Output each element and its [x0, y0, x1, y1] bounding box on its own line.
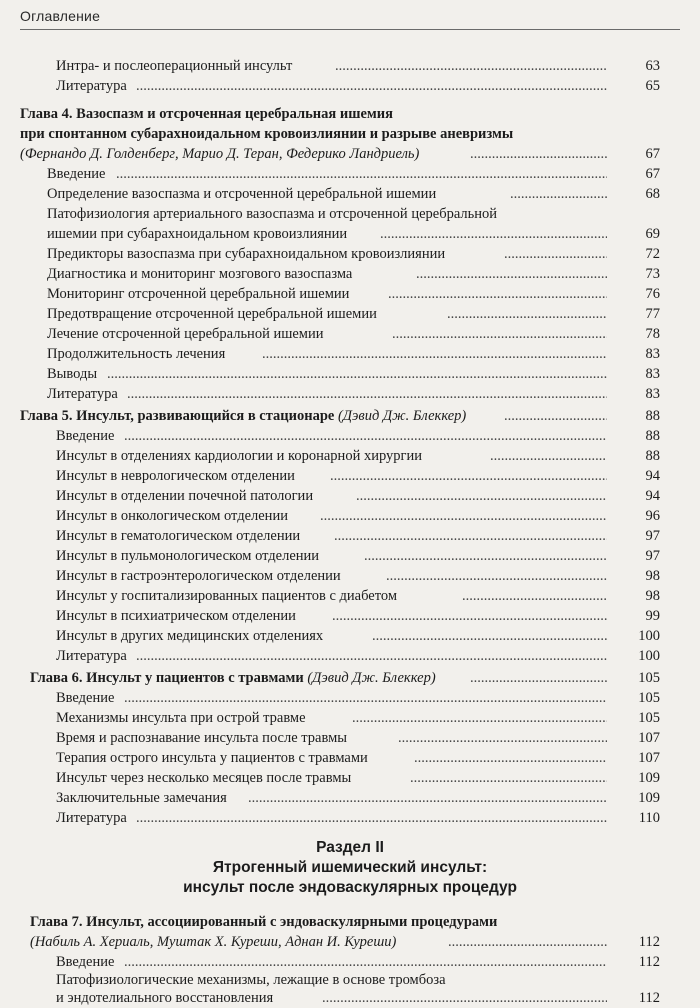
dot-leader [392, 324, 607, 344]
toc-entry-page: 88 [645, 448, 660, 464]
toc-entry-text: Лечение отсроченной церебральной ишемии [47, 326, 324, 342]
toc-entry-text: Инсульт в гематологическом отделении [56, 528, 301, 544]
toc-entry[interactable] [0, 426, 700, 446]
toc-entry-page: 73 [645, 266, 660, 282]
toc-entry-text: Инсульт в гастроэнтерологическом отделении [56, 568, 341, 584]
toc-entry-text: Инсульт через несколько месяцев после травмы [56, 770, 352, 786]
chapter-title-line[interactable] [0, 912, 700, 932]
toc-entry-text: Патофизиология артериального вазоспазма и отсроченной церебральной [47, 206, 498, 222]
toc-entry[interactable] [0, 204, 700, 224]
section-subtitle: инсульт после эндоваскулярных процедур [183, 879, 517, 896]
dot-leader [322, 988, 607, 1008]
toc-entry-text: Литература [47, 386, 118, 402]
toc-entry-text: Инсульт в пульмонологическом отделении [56, 548, 320, 564]
toc-entry[interactable] [0, 76, 700, 96]
toc-entry[interactable] [0, 728, 700, 748]
toc-entry-page: 65 [645, 78, 660, 94]
toc-entry-page: 97 [645, 548, 660, 564]
toc-entry[interactable] [0, 486, 700, 506]
toc-entry-page: 83 [645, 366, 660, 382]
toc-entry-text: Терапия острого инсульта у пациентов с травмами [56, 750, 368, 766]
toc-entry[interactable] [0, 526, 700, 546]
chapter-title: Глава 7. Инсульт, ассоциированный с эндоваскулярными процедурами [30, 914, 498, 930]
dot-leader [470, 668, 607, 688]
toc-entry-page: 100 [638, 648, 660, 664]
chapter-title-line[interactable] [0, 104, 700, 124]
toc-entry-page: 112 [638, 954, 660, 970]
toc-entry[interactable] [0, 768, 700, 788]
toc-entry-page: 99 [645, 608, 660, 624]
section-label: Раздел II [316, 839, 384, 856]
dot-leader [398, 728, 607, 748]
chapter-title-line[interactable] [0, 406, 700, 426]
chapter-title-line[interactable] [0, 668, 700, 688]
toc-entry-page: 107 [638, 750, 660, 766]
chapter-authors: (Дэвид Дж. Блеккер) [307, 670, 436, 686]
dot-leader [490, 446, 607, 466]
toc-entry[interactable] [0, 952, 700, 972]
dot-leader [462, 586, 607, 606]
toc-entry-page: 67 [645, 146, 660, 162]
dot-leader [262, 344, 607, 364]
toc-entry-text: Инсульт у госпитализированных пациентов с диабетом [56, 588, 397, 604]
toc-entry-text: Мониторинг отсроченной церебральной ишемии [47, 286, 350, 302]
toc-entry-page: 88 [645, 428, 660, 444]
dot-leader [504, 244, 607, 264]
toc-entry[interactable] [0, 808, 700, 828]
toc-entry[interactable] [0, 748, 700, 768]
toc-entry-continued[interactable] [0, 224, 700, 244]
toc-entry-text: Литература [56, 810, 127, 826]
toc-entry-text: Инсульт в онкологическом отделении [56, 508, 288, 524]
toc-entry-page: 68 [645, 186, 660, 202]
dot-leader [332, 606, 607, 626]
toc-entry[interactable] [0, 244, 700, 264]
dot-leader [116, 164, 607, 184]
dot-leader [386, 566, 607, 586]
dot-leader [414, 748, 607, 768]
toc-entry-text: Введение [47, 166, 106, 182]
dot-leader [334, 526, 607, 546]
toc-entry-text: и эндотелиального восстановления [56, 990, 274, 1006]
toc-entry[interactable] [0, 788, 700, 808]
chapter-title-line[interactable] [0, 124, 700, 144]
toc-entry[interactable] [0, 324, 700, 344]
dot-leader [136, 76, 607, 96]
header-title: Оглавление [20, 8, 101, 24]
toc-entry[interactable] [0, 626, 700, 646]
dot-leader [416, 264, 607, 284]
toc-entry[interactable] [0, 688, 700, 708]
toc-entry-page: 72 [645, 246, 660, 262]
toc-entry-text: Введение [56, 690, 115, 706]
toc-entry[interactable] [0, 566, 700, 586]
toc-entry[interactable] [0, 546, 700, 566]
toc-entry-page: 96 [645, 508, 660, 524]
chapter-title-continued: при спонтанном субарахноидальном кровоизлиянии и разрыве аневризмы [20, 126, 514, 142]
dot-leader [136, 646, 607, 666]
toc-entry-page: 105 [638, 710, 660, 726]
toc-entry-page: 109 [638, 790, 660, 806]
toc-entry-text: Патофизиологические механизмы, лежащие в основе тромбоза [56, 972, 446, 988]
dot-leader [352, 708, 607, 728]
toc-entry[interactable] [0, 284, 700, 304]
toc-entry[interactable] [0, 264, 700, 284]
toc-entry-text: Предотвращение отсроченной церебральной ишемии [47, 306, 377, 322]
dot-leader [470, 144, 607, 164]
toc-entry-page: 94 [645, 468, 660, 484]
dot-leader [248, 788, 607, 808]
dot-leader [335, 56, 607, 76]
toc-entry-page: 69 [645, 226, 660, 242]
toc-entry-page: 83 [645, 346, 660, 362]
toc-entry[interactable] [0, 646, 700, 666]
toc-entry-text: Инсульт в неврологическом отделении [56, 468, 295, 484]
toc-entry-text: Определение вазоспазма и отсроченной церебральной ишемии [47, 186, 437, 202]
dot-leader [448, 932, 607, 952]
chapter-authors-line[interactable] [0, 144, 700, 164]
toc-entry-page: 94 [645, 488, 660, 504]
toc-entry-text: Введение [56, 954, 115, 970]
dot-leader [356, 486, 607, 506]
toc-entry-text: Инсульт в отделениях кардиологии и коронарной хирургии [56, 448, 422, 464]
toc-entry-page: 97 [645, 528, 660, 544]
toc-entry[interactable] [0, 466, 700, 486]
toc-entry-page: 78 [645, 326, 660, 342]
section-title: Ятрогенный ишемический инсульт: [212, 859, 488, 876]
toc-entry-text: Инсульт в психиатрическом отделении [56, 608, 296, 624]
dot-leader [364, 546, 607, 566]
toc-entry-page: 98 [645, 568, 660, 584]
toc-entry[interactable] [0, 184, 700, 204]
toc-entry-text: Механизмы инсульта при острой травме [56, 710, 306, 726]
chapter-title: Глава 6. Инсульт у пациентов с травмами [30, 670, 304, 686]
dot-leader [380, 224, 607, 244]
toc-entry[interactable] [0, 164, 700, 184]
toc-entry[interactable] [0, 446, 700, 466]
dot-leader [320, 506, 607, 526]
dot-leader [124, 426, 607, 446]
toc-entry[interactable] [0, 586, 700, 606]
toc-entry-continued[interactable] [0, 988, 700, 1008]
toc-entry-text: Выводы [47, 366, 98, 382]
dot-leader [510, 184, 607, 204]
dot-leader [447, 304, 607, 324]
toc-entry-text: Введение [56, 428, 115, 444]
toc-entry[interactable] [0, 304, 700, 324]
toc-entry-text: Продолжительность лечения [47, 346, 226, 362]
toc-entry-page: 98 [645, 588, 660, 604]
toc-entry-page: 105 [638, 670, 660, 686]
dot-leader [410, 768, 607, 788]
toc-entry-text: ишемии при субарахноидальном кровоизлиянии [47, 226, 348, 242]
toc-entry[interactable] [0, 56, 700, 76]
toc-entry-page: 112 [638, 990, 660, 1006]
dot-leader [330, 466, 607, 486]
dot-leader [107, 364, 607, 384]
toc-entry[interactable] [0, 384, 700, 404]
chapter-title: Глава 4. Вазоспазм и отсроченная церебральная ишемия [20, 106, 393, 122]
toc-entry-text: Инсульт в отделении почечной патологии [56, 488, 314, 504]
toc-entry[interactable] [0, 970, 700, 990]
dot-leader [504, 406, 607, 426]
toc-entry-page: 107 [638, 730, 660, 746]
toc-entry-text: Литература [56, 648, 127, 664]
chapter-title: Глава 5. Инсульт, развивающийся в стационаре [20, 408, 335, 424]
toc-entry-page: 83 [645, 386, 660, 402]
toc-entry[interactable] [0, 708, 700, 728]
toc-entry-page: 77 [645, 306, 660, 322]
toc-entry-page: 110 [638, 810, 660, 826]
dot-leader [372, 626, 607, 646]
toc-entry-text: Интра- и послеоперационный инсульт [56, 58, 293, 74]
toc-entry-text: Литература [56, 78, 127, 94]
toc-entry-text: Заключительные замечания [56, 790, 227, 806]
dot-leader [124, 688, 607, 708]
toc-entry-page: 109 [638, 770, 660, 786]
toc-entry-text: Инсульт в других медицинских отделениях [56, 628, 324, 644]
toc-entry-text: Время и распознавание инсульта после травмы [56, 730, 348, 746]
toc-entry[interactable] [0, 344, 700, 364]
toc-entry-text: Предикторы вазоспазма при субарахноидальном кровоизлиянии [47, 246, 446, 262]
chapter-authors: (Фернандо Д. Голденберг, Марио Д. Теран, Федерико Ландриель) [20, 146, 420, 162]
toc-entry-text: Диагностика и мониторинг мозгового вазоспазма [47, 266, 353, 282]
chapter-authors: (Набиль А. Хериаль, Муштак Х. Куреши, Аднан И. Куреши) [30, 934, 397, 950]
dot-leader [124, 952, 607, 972]
dot-leader [136, 808, 607, 828]
dot-leader [388, 284, 607, 304]
toc-entry[interactable] [0, 364, 700, 384]
toc-entry-page: 112 [638, 934, 660, 950]
toc-entry[interactable] [0, 506, 700, 526]
toc-entry-page: 88 [645, 408, 660, 424]
toc-entry-page: 76 [645, 286, 660, 302]
chapter-authors-line[interactable] [0, 932, 700, 952]
toc-entry-page: 67 [645, 166, 660, 182]
toc-entry-page: 100 [638, 628, 660, 644]
chapter-authors: (Дэвид Дж. Блеккер) [337, 408, 467, 424]
dot-leader [127, 384, 607, 404]
toc-entry-page: 63 [645, 58, 660, 74]
toc-entry[interactable] [0, 606, 700, 626]
toc-entry-page: 105 [638, 690, 660, 706]
